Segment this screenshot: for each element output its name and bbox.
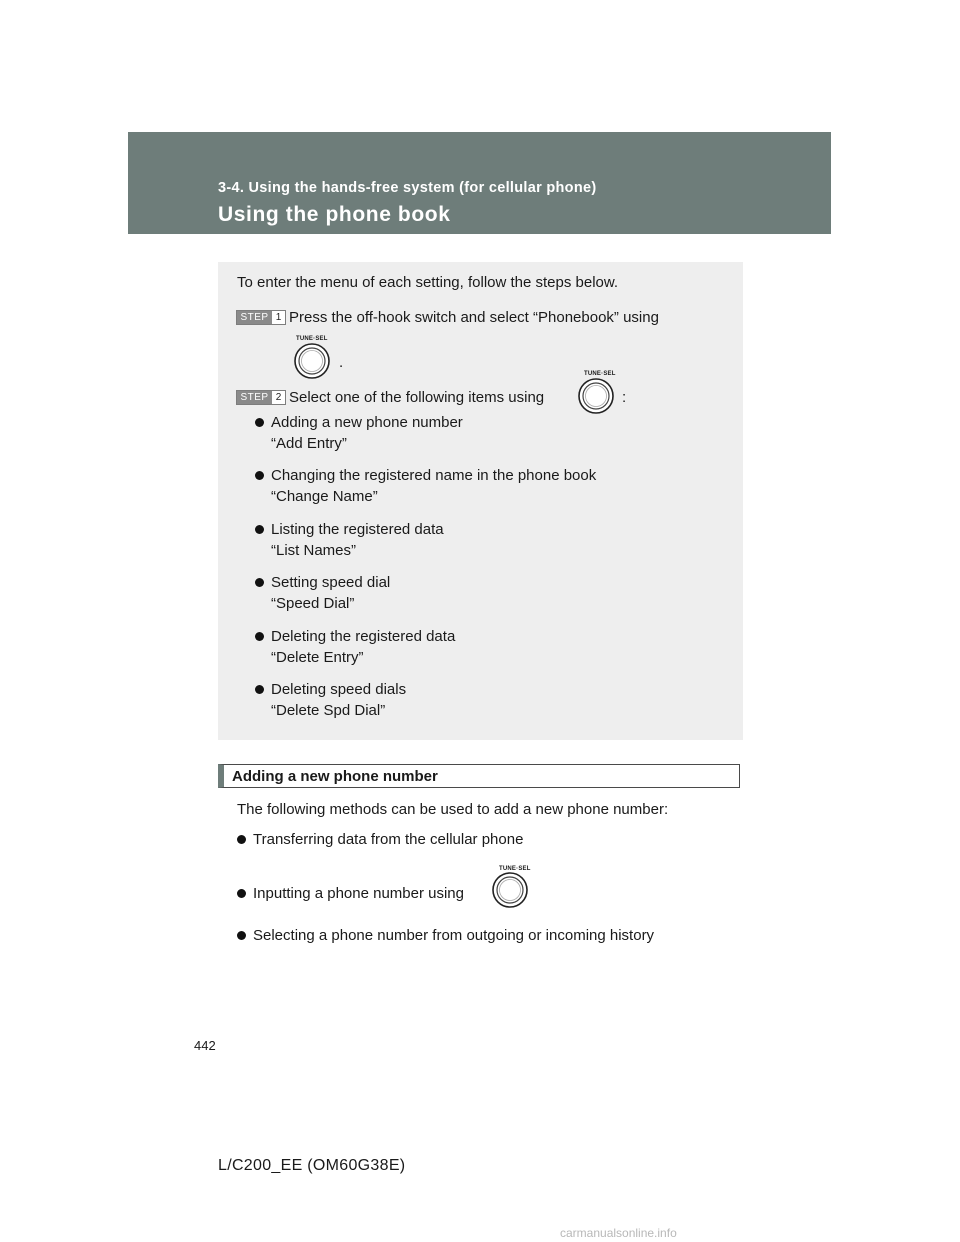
bullet-icon xyxy=(255,471,264,480)
manual-id: L/C200_EE (OM60G38E) xyxy=(218,1157,406,1174)
bullet-icon xyxy=(255,685,264,694)
watermark: carmanualsonline.info xyxy=(560,1226,677,1240)
menu-item-desc: Deleting the registered data xyxy=(271,628,456,645)
intro-text: To enter the menu of each setting, follow the steps below. xyxy=(237,274,619,291)
menu-item-desc: Deleting speed dials xyxy=(271,681,407,698)
step-number: 2 xyxy=(275,392,282,403)
step-label: STEP xyxy=(237,311,272,324)
bullet-icon xyxy=(237,835,246,844)
menu-item-name: “Speed Dial” xyxy=(271,595,355,612)
tune-sel-knob-icon: TUNE·SEL xyxy=(572,368,620,416)
page-number: 442 xyxy=(194,1038,216,1053)
menu-item-name: “Change Name” xyxy=(271,488,378,505)
step-1-badge xyxy=(236,310,286,325)
step-1-period: . xyxy=(339,354,344,371)
menu-item-desc: Adding a new phone number xyxy=(271,414,463,431)
menu-item-desc: Changing the registered name in the phone book xyxy=(271,467,597,484)
step-2-colon: : xyxy=(622,389,627,406)
bullet-icon xyxy=(255,525,264,534)
subsection-title: Adding a new phone number xyxy=(232,768,438,785)
menu-item-name: “List Names” xyxy=(271,542,357,559)
method-item: Inputting a phone number using xyxy=(253,885,464,902)
subsection-heading xyxy=(218,764,740,788)
method-item: Selecting a phone number from outgoing or incoming history xyxy=(253,927,655,944)
step-label: STEP xyxy=(237,391,272,404)
step-number: 1 xyxy=(275,312,282,323)
menu-item-name: “Delete Entry” xyxy=(271,649,364,666)
subsection-intro: The following methods can be used to add a new phone number: xyxy=(237,801,669,818)
bullet-icon xyxy=(237,889,246,898)
page-title: Using the phone book xyxy=(218,203,451,226)
step-1-text: Press the off-hook switch and select “Phonebook” using xyxy=(289,309,659,326)
method-item: Transferring data from the cellular phone xyxy=(253,831,524,848)
section-header xyxy=(128,132,831,234)
bullet-icon xyxy=(255,632,264,641)
menu-item-name: “Add Entry” xyxy=(271,435,347,452)
menu-item-desc: Listing the registered data xyxy=(271,521,444,538)
section-label: 3-4. Using the hands-free system (for cellular phone) xyxy=(218,180,597,196)
tune-sel-knob-icon: TUNE·SEL xyxy=(288,333,336,381)
step-2-badge xyxy=(236,390,286,405)
tune-sel-knob-icon: TUNE·SEL xyxy=(486,862,534,910)
menu-item-name: “Delete Spd Dial” xyxy=(271,702,386,719)
bullet-icon xyxy=(255,418,264,427)
bullet-icon xyxy=(255,578,264,587)
bullet-icon xyxy=(237,931,246,940)
menu-item-desc: Setting speed dial xyxy=(271,574,391,591)
step-2-text: Select one of the following items using xyxy=(289,389,545,406)
